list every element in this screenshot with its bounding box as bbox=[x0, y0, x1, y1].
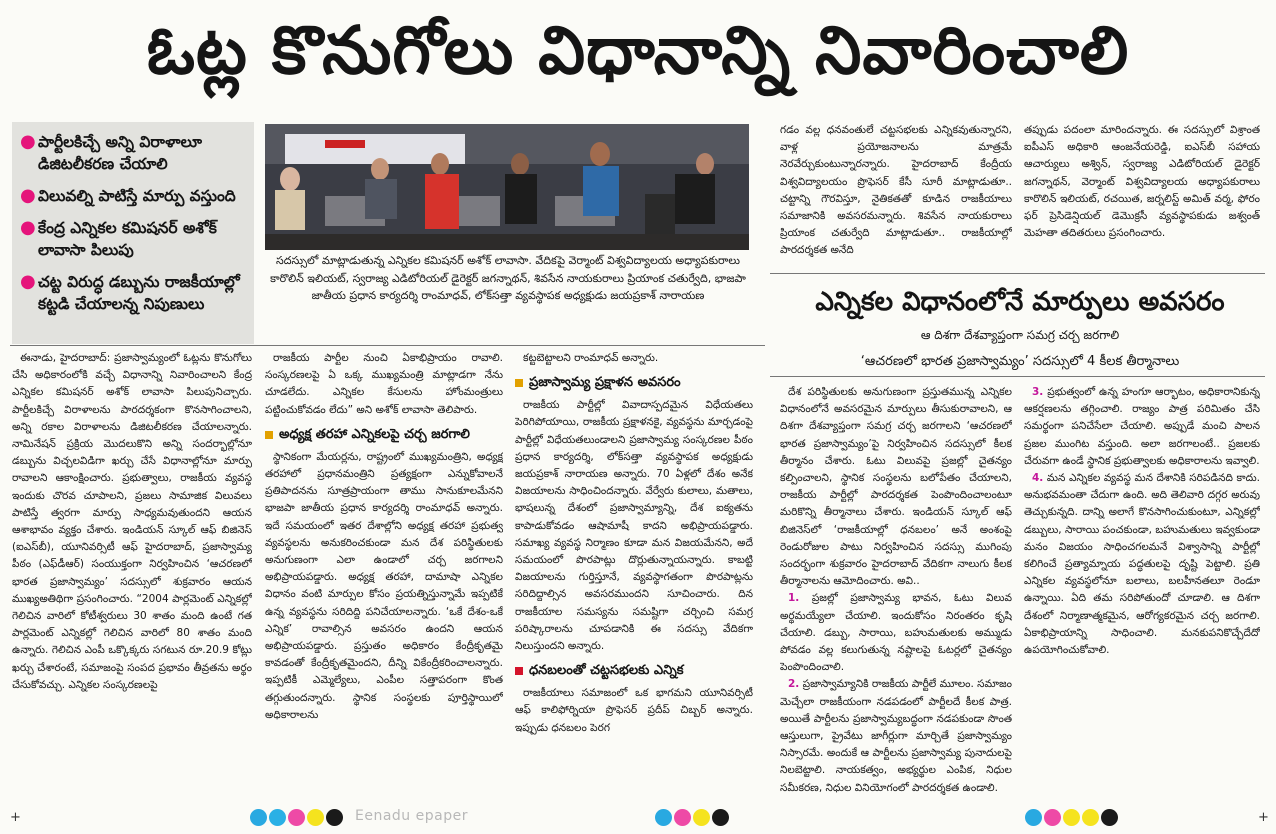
resolution-number: 4. bbox=[1032, 472, 1044, 485]
article-paragraph: ఈనాడు, హైదరాబాద్: ప్రజాస్వామ్యంలో ఓట్లను కొనుగోలు చేసి అధికారంలోకి వచ్చే విధానాన్ని నివారించాలని కేంద్ర ఎన్నికల కమిషనర్ అశోక్ లావాసా పిలుపునిచ్చారు. పార్టీలకిచ్చే విరాళాలను పారదర్శకంగా కొనసాగించాలని, అన్ని రకాల విరాళాలను డిజిటలీకరణ చేయాలన్నారు. నామినేషన్ ప్రక్రియ మొదలుకొని అన్ని సందర్భాల్లోనూ డబ్బును విచ్చలవిడిగా ఖర్చు చేసే విధానాల్లోనూ మార్పు రావాలని ఆకాంక్షించారు. ప్రభుత్వాలు, రాజకీయ వ్యవస్థ ఇందుకు చొరవ చూపాలని, ప్రజలు సామాజిక విలువలు పాటిస్తే త్వరగా మార్పు సాధ్యమవుతుందని ఆయన ఆశాభావం వ్యక్తం చేశారు. ఇండియన్ స్కూల్ ఆఫ్ బిజినెస్ (ఐఎస్‌బీ), యూనివర్సిటీ ఆఫ్ హైదరాబాద్, ప్రజాస్వామ్య పీఠం (ఎఫ్‌డీఆర్) సంయుక్తంగా నిర్వహించిన ‘ఆచరణలో భారత ప్రజాస్వామ్యం’ సదస్సులో శుక్రవారం ఆయన ముఖ్యఅతిథిగా ప్రసంగించారు. “2004 పార్లమెంట్ ఎన్నికల్లో గెలిచిన వారిలో కోటీశ్వరులు 30 శాతం మంది ఉంటే గత పార్లమెంట్ ఎన్నికల్లో గెలిచిన వారిలో 80 శాతం మంది ఉన్నారు. గెలిచిన ఎంపీ ఒక్కొక్కరు సగటున రూ.20.9 కోట్లు ఖర్చు చేశారంటే, సమాజంపై సంపద ప్రభావం తీవ్రతను అర్థం చేసుకోవచ్చు. ఎన్నికల సంస్కరణలపై bbox=[12, 352, 252, 691]
color-registration-strip bbox=[250, 809, 343, 826]
magenta-dot bbox=[674, 809, 691, 826]
cyan-dot bbox=[1025, 809, 1042, 826]
article-column-4 bbox=[780, 384, 1012, 800]
article-paragraph: స్థానికంగా మేయర్లను, రాష్ట్రంలో ముఖ్యమంత్రిని, అధ్యక్ష తరహాలో ప్రధానమంత్రిని ప్రత్యక్షంగా ఎన్నుకోవాలనే ప్రతిపాదనను సూత్రప్రాయంగా తాము సానుకూలమేనని భాజపా జాతీయ ప్రధాన కార్యదర్శి రాంమాధవ్ అన్నారు. ఇదే సమయంలో ఇతర దేశాల్లోని అధ్యక్ష తరహా ప్రభుత్వ వ్యవస్థలను అనుకరించకుండా మన దేశ పరిస్థితులకు అనుగుణంగా ఎలా ఉండాలో చర్చ జరగాలని అభిప్రాయపడ్డారు. అధ్యక్ష తరహా, దామాషా ఎన్నికల విధానం వంటి మార్పుల కోసం ప్రయత్నిస్తున్నామే ఇప్పటికే ఉన్న వ్యవస్థను సరిదిద్ది పనిచేయాలన్నారు. ‘ఒకే దేశం-ఒకే ఎన్నిక’ రావాల్సిన అవసరం ఉందని ఆయన అభిప్రాయపడ్డారు. ప్రస్తుతం అధికారం కేంద్రీకృతమై కావడంతో కేంద్రీకృతమైందని, దీన్ని వికేంద్రీకరించాలన్నారు. ఇప్పటికీ ఎమ్మెల్యేలు, ఎంపీల సత్తాపరంగా కొంత తగ్గుతుందన్నారు. స్థానిక సంస్థలకు పూర్తిస్థాయిలో అధికారాలను bbox=[265, 450, 503, 721]
article-paragraph: దేశ పరిస్థితులకు అనుగుణంగా ప్రస్తుతమున్న ఎన్నికల విధానంలోనే అవసరమైన మార్పులు తీసుకురావాలని, ఆ దిశగా దేశవ్యాప్తంగా సమగ్ర చర్చ జరగాలని ‘ఆచరణలో భారత ప్రజాస్వామ్యం’పై నిర్వహించిన సదస్సులో కీలక తీర్మానం చేశారు. ఓటు విలువపై ప్రజల్లో చైతన్యం కల్పించాలని, స్థానిక సంస్థలను బలోపేతం చేయాలని, రాజకీయ పార్టీల్లో పారదర్శకత పెంపొందించాలంటూ మరికొన్ని తీర్మానాలు చేశారు. ఇండియన్ స్కూల్ ఆఫ్ బిజినెస్‌లో ‘రాజకీయాల్లో ధనబలం’ అనే అంశంపై రెండురోజుల పాటు నిర్వహించిన సదస్సు ముగింపు సందర్భంగా శుక్రవారం హైదరాబాద్ వేదికగా నాలుగు కీలక తీర్మానాలను ఆమోదించారు. అవి.. bbox=[780, 386, 1012, 588]
page-headline: ఓట్ల కొనుగోలు విధానాన్ని నివారించాలి bbox=[146, 11, 1130, 89]
article-paragraph: రాజకీయాలు సమాజంలో ఒక భాగమని యూనివర్సిటీ ఆఫ్ కాలిఫోర్నియా ప్రొఫెసర్ ప్రదీప్ చిబ్బర్ అన్నారు. ఇప్పుడు ధనబలం పెరగ bbox=[515, 687, 753, 734]
section-divider bbox=[10, 345, 765, 346]
bullet-icon: ● bbox=[20, 131, 36, 152]
article-paragraph: రాజకీయ పార్టీల నుంచి ఏకాభిప్రాయం రావాలి. సంస్కరణలపై ఏ ఒక్క ముఖ్యమంత్రి మాట్లాడగా నేను చూడలేదు. ఎన్నికల కేసులను హోంమంత్రులు పట్టించుకోవడం లేదు” అని అశోక్ లావాసా తెలిపారు. bbox=[265, 352, 503, 416]
article-column-1 bbox=[12, 350, 252, 800]
epaper-watermark: Eenadu epaper bbox=[355, 808, 468, 824]
black-dot bbox=[326, 809, 343, 826]
article-column-2 bbox=[265, 350, 503, 800]
magenta-dot bbox=[1044, 809, 1061, 826]
resolution-number: 1. bbox=[788, 592, 800, 605]
article-column-5 bbox=[1024, 384, 1260, 800]
yellow-dot bbox=[693, 809, 710, 826]
subheading-text: అధ్యక్ష తరహా ఎన్నికలపై చర్చ జరగాలి bbox=[279, 426, 470, 442]
bullet-icon: ● bbox=[20, 185, 36, 206]
highlight-text: కేంద్ర ఎన్నికల కమిషనర్ అశోక్ లావాసా పిలుపు bbox=[38, 219, 217, 259]
event-photo bbox=[265, 124, 749, 250]
article-paragraph: తప్పుడు పదంలా మారిందన్నారు. ఈ సదస్సులో విశ్రాంత ఐపీఎస్ అధికారి ఆంజనేయరెడ్డి, ఐఎస్‌బీ సహాయ ఆచార్యులు అశ్విన్, స్వరాజ్య ఎడిటోరియల్ డైరెక్టర్ జగన్నాథన్, వెర్మాంట్ విశ్వవిద్యాలయ అధ్యాపకురాలు కారొలిన్ ఇలియట్, రచయిత, జర్నలిస్ట్ అమిత్ వర్మ, ఫోరం ఫర్ ప్రెసిడెన్షియల్ డెమొక్రసీ వ్యవస్థాపకుడు జశ్వంత్ మెహతా తదితరులు ప్రసంగించారు. bbox=[1024, 124, 1260, 240]
highlight-text: విలువల్ని పాటిస్తే మార్పు వస్తుంది bbox=[38, 187, 236, 205]
cyan-dot bbox=[250, 809, 267, 826]
resolution-text: మన ఎన్నికల వ్యవస్థ మన దేశానికి సరిపడినది కాదు. అనుభవమంతా చేదుగా ఉంది. అది తెలివారి దగ్గర అరువు తెచ్చుకున్నది. దాన్ని అలాగే కొనసాగించుకుంటూ, ఎన్నికల్లో డబ్బులు, సారాయి పంచకుండా, బహుమతులు ఇవ్వకుండా మనం విజయం సాధించగలమనే విశ్వాసాన్ని పార్టీల్లో కలిగించే ప్రత్యామ్నాయ పద్ధతులపై దృష్టి పెట్టాలి. ప్రతి ఎన్నికల వ్యవస్థలోనూ బలాలు, బలహీనతలూ రెండూ ఉన్నాయి. ఏది తమ సరిపోతుందో చూడాలి. ఆ దిశగా దేశంలో నిర్మాణాత్మకమైన, ఆరోగ్యకరమైన చర్చ జరగాలి. ఏకాభిప్రాయాన్ని సాధించాలి. మనకుపనికొచ్చేదేదో ఉపయోగించుకోవాలి. bbox=[1024, 472, 1260, 657]
article-paragraph: కట్టబెట్టాలని రాంమాధవ్ అన్నారు. bbox=[523, 352, 659, 364]
highlight-text: పార్టీలకిచ్చే అన్ని విరాళాలూ డిజిటలీకరణ చేయాలి bbox=[38, 133, 202, 173]
highlights-box bbox=[12, 122, 254, 344]
magenta-dot bbox=[288, 809, 305, 826]
square-icon bbox=[265, 431, 273, 439]
subheading-text: ధనబలంతో చట్టసభలకు ఎన్నిక bbox=[529, 663, 684, 679]
resolution-item bbox=[780, 590, 1012, 676]
yellow-dot bbox=[307, 809, 324, 826]
section-divider bbox=[770, 273, 1265, 274]
subheading bbox=[265, 425, 503, 445]
color-registration-strip bbox=[655, 809, 729, 826]
register-mark: + bbox=[10, 810, 21, 825]
resolution-text: ప్రభుత్వంలో ఉన్న హంగూ ఆర్భాటం, అధికారానికున్న ఆకర్షణలను తగ్గించాలి. రాజ్యం పాత్ర పరిమితం చేసి సమర్థంగా పనిచేసేలా చేయాలి. అప్పుడే మంచి పాలన ప్రజల ముంగిట వస్తుంది. అలా జరగాలంటే.. ప్రజలకు చేరువగా ఉండే స్థానిక ప్రభుత్వాలకు అధికారాలను ఇవ్వాలి. bbox=[1024, 386, 1260, 467]
article-column-5-top bbox=[1024, 122, 1260, 270]
photo-caption: సదస్సులో మాట్లాడుతున్న ఎన్నికల కమిషనర్ అశోక్ లావాసా. వేదికపై వెర్మాంట్ విశ్వవిద్యాలయ అధ్యాపకురాలు కారొలిన్ ఇలియట్, స్వరాజ్య ఎడిటోరియల్ డైరెక్టర్ జగన్నాథన్, శివసేన నాయకురాలు ప్రియాంక చతుర్వేది, భాజపా జాతీయ ప్రధాన కార్యదర్శి రాంమాధవ్, లోక్‌సత్తా వ్యవస్థాపక అధ్యక్షుడు జయప్రకాశ్ నారాయణ bbox=[270, 254, 746, 303]
black-dot bbox=[1101, 809, 1118, 826]
highlight-text: చట్ట విరుద్ధ డబ్బును రాజకీయాల్లో కట్టడి చేయాలన్న నిపుణులు bbox=[38, 273, 240, 313]
square-icon bbox=[515, 667, 523, 675]
highlight-item bbox=[20, 217, 246, 261]
resolution-text: ప్రజల్లో ప్రజాస్వామ్య భావన, ఓటు విలువ అర్థమయ్యేలా చేయాలి. ఇందుకోసం నిరంతరం కృషి చేయాలి. డబ్బు, సారాయి, బహుమతులకు అమ్ముడు పోవడం వల్ల కలుగుతున్న నష్టాలపై ఓటర్లలో చైతన్యం పెంపొందించాలి. bbox=[780, 592, 1012, 674]
color-registration-strip bbox=[1025, 809, 1118, 826]
yellow-dot bbox=[1082, 809, 1099, 826]
subheading bbox=[515, 373, 753, 393]
article-column-3 bbox=[515, 350, 753, 800]
resolution-text: ప్రజాస్వామ్యానికి రాజకీయ పార్టీలే మూలం. సమాజం మెచ్చేలా రాజకీయంగా నడపడంలో పార్టీలదే కీలక పాత్ర. అయితే పార్టీలను ప్రజాస్వామ్యబద్ధంగా నడపకుండా సొంత ఆస్తులుగా, ప్రైవేటు జాగీర్లుగా మార్చితే ప్రజాస్వామ్యం నిస్సారమే. అందుకే ఆ పార్టీలను ప్రజాస్వామ్య పునాదులపై నిలబెట్టాలి. నాయకత్వం, అభ్యర్థుల ఎంపిక, నిధుల సమీకరణ, నిధుల వినియోగంలో పారదర్శకత ఉండాలి. bbox=[780, 678, 1012, 794]
article-paragraph: రాజకీయ పార్టీల్లో వివాదాస్పదమైన విధేయతలు పెరిగిపోయాయి, రాజకీయ ప్రక్షాళనకై, వ్యవస్థను మార్చడంపై పార్టీల్లో విధేయతలుండాలని ప్రజాస్వామ్య సంస్కరణల పీఠం ప్రధాన కార్యదర్శి, లోక్‌సత్తా వ్యవస్థాపక అధ్యక్షుడు జయప్రకాశ్ నారాయణ అన్నారు. 70 ఏళ్లలో దేశం అనేక విజయాలను సాధించిందన్నారు. వేర్వేరు కులాలు, మతాలు, భాషలున్న దేశంలో ప్రజాస్వామ్యాన్ని, దేశ ఐక్యతను కాపాడుకోవడం ఆషామాషీ కాదని అభిప్రాయపడ్డారు. సమాఖ్య వ్యవస్థ నిర్మాణం కూడా మన విజయమేనని, అదే సమయంలో పొరపాట్లు దొర్లుతున్నాయన్నారు. కాబట్టి విజయాలను గుర్తిస్తూనే, వ్యవస్థాగతంగా పొరపాట్లను సరిదిద్దాల్సిన అవసరముందని సూచించారు. దిన రాజకీయాల సమస్యను సమష్టిగా చర్చించి సమగ్ర పరిష్కారాలను చూపడానికి ఈ సదస్సు వేదికగా నిలుస్తుందని అన్నారు. bbox=[515, 399, 753, 653]
subheading bbox=[515, 661, 753, 681]
register-mark: + bbox=[1258, 810, 1269, 825]
resolution-number: 3. bbox=[1032, 386, 1044, 398]
square-icon bbox=[515, 379, 523, 387]
resolution-item bbox=[1024, 384, 1260, 470]
resolution-item bbox=[780, 676, 1012, 796]
highlight-item bbox=[20, 271, 246, 315]
sub-article-headline: ఎన్నికల విధానంలోనే మార్పులు అవసరం bbox=[815, 287, 1225, 317]
cyan-dot bbox=[269, 809, 286, 826]
article-paragraph: గడం వల్ల ధనవంతులే చట్టసభలకు ఎన్నికవుతున్నారని, వాళ్ల ప్రయోజనాలను మాత్రమే నెరవేర్చుకుంటున్నారన్నారు. హైదరాబాద్ కేంద్రీయ విశ్వవిద్యాలయం ప్రొఫెసర్ కేసీ సూరీ మాట్లాడుతూ.. చట్టాన్ని గౌరవిస్తూ, నైతికతతో కూడిన రాజకీయాలు సమాజానికి అవసరమన్నారు. శివసేన నాయకురాలు ప్రియాంక చతుర్వేది మాట్లాడుతూ.. రాజకీయాల్లో పారదర్శకత అనేది bbox=[780, 124, 1012, 257]
sub-article-deck-2: ‘ఆచరణలో భారత ప్రజాస్వామ్యం’ సదస్సులో 4 కీలక తీర్మానాలు bbox=[860, 354, 1180, 369]
bullet-icon: ● bbox=[20, 271, 36, 292]
bullet-icon: ● bbox=[20, 217, 36, 238]
black-dot bbox=[712, 809, 729, 826]
resolution-item bbox=[1024, 470, 1260, 659]
highlight-item bbox=[20, 185, 246, 207]
cyan-dot bbox=[655, 809, 672, 826]
subheading-text: ప్రజాస్వామ్య ప్రక్షాళన అవసరం bbox=[529, 375, 681, 391]
highlight-item bbox=[20, 131, 246, 175]
section-divider bbox=[770, 376, 1265, 377]
yellow-dot bbox=[1063, 809, 1080, 826]
article-column-4-top bbox=[780, 122, 1012, 270]
sub-article-deck: ఆ దిశగా దేశవ్యాప్తంగా సమగ్ర చర్చ జరగాలి bbox=[920, 328, 1120, 342]
resolution-number: 2. bbox=[788, 678, 800, 691]
